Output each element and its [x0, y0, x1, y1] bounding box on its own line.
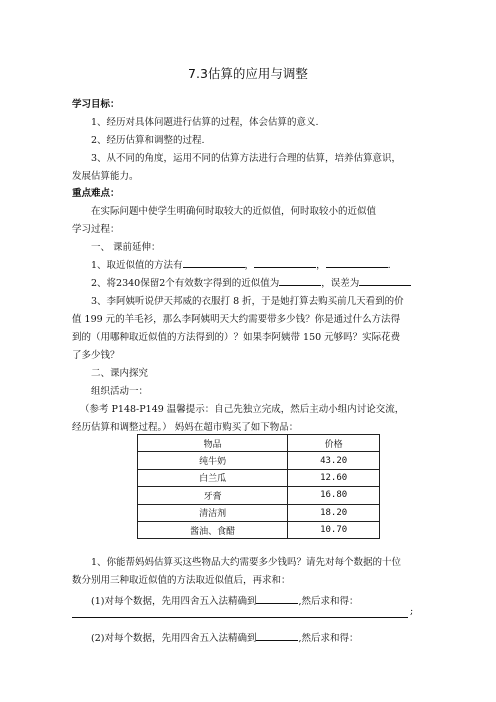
- process-heading: 学习过程：: [72, 224, 120, 235]
- hint-line: 经历估算和调整过程。） 妈妈在超市购买了如下物品：: [72, 422, 299, 433]
- table-row: [138, 487, 380, 504]
- estimate-question: 1、你能帮妈妈估算买这些物品大约需要多少钱吗？请先对每个数据的十位: [91, 557, 402, 568]
- objective-item: 3、从不同的角度，运用不同的估算方法进行合理的估算，培养估算意识，: [91, 153, 402, 164]
- question-2-text: 2、将2340保留2个有效数字得到的近似值为: [91, 278, 280, 289]
- section1-heading: 一、 课前延伸：: [91, 242, 161, 253]
- question-2: [91, 275, 411, 289]
- period: .: [387, 260, 391, 271]
- line-end-mark: ;: [410, 606, 414, 617]
- question-3-line: 值 199 元的羊毛衫，那么李阿姨明天大约需要带多少钱？你是通过什么方法得: [72, 314, 401, 325]
- objective-item: 1、经历对具体问题进行估算的过程，体会估算的意义.: [91, 117, 319, 128]
- question-1: [91, 257, 391, 271]
- table-row: [138, 504, 380, 521]
- item-cell: 牙膏: [138, 487, 288, 504]
- sub-question-1-text: (1)对每个数据，先用四舍五入法精确到: [91, 596, 257, 607]
- key-points-text: 在实际问题中使学生明确何时取较大的近似值，何时取较小的近似值: [91, 206, 377, 217]
- answer-line[interactable]: [72, 617, 408, 618]
- answer-blank[interactable]: [256, 593, 298, 604]
- question-3-line: 到的（用哪种取近似值的方法得到的）？如果李阿姨带 150 元够吗？实际花费: [72, 332, 401, 343]
- answer-blank[interactable]: [359, 275, 411, 286]
- price-cell: 16.80: [288, 487, 380, 504]
- answer-blank[interactable]: [279, 275, 321, 286]
- estimate-question: 数分别用三种取近似值的方法取近似值后，再求和：: [72, 575, 291, 586]
- sub-question-2: [91, 630, 359, 644]
- question-2-text-b: ，误差为: [321, 278, 360, 289]
- item-cell: 白兰瓜: [138, 469, 288, 486]
- key-points-heading: 重点难点：: [72, 188, 120, 199]
- question-1-text: 1、取近似值的方法有: [91, 260, 183, 271]
- item-cell: 清洁剂: [138, 504, 288, 521]
- item-cell: 纯牛奶: [138, 452, 288, 469]
- sub-question-1: [91, 593, 359, 607]
- answer-blank[interactable]: [326, 257, 388, 268]
- column-header-price: 价格: [288, 435, 380, 452]
- price-cell: 18.20: [288, 504, 380, 521]
- section2-heading: 二、课内探究: [91, 368, 149, 379]
- page-title: 7.3估算的应用与调整: [188, 66, 308, 81]
- objective-item: 2、经历估算和调整的过程.: [91, 135, 205, 146]
- sub-question-2-text: (2)对每个数据，先用四舍五入法精确到: [91, 633, 257, 644]
- objectives-heading: 学习目标：: [72, 99, 120, 110]
- activity-label: 组织活动一：: [91, 386, 149, 397]
- goods-table: [137, 434, 380, 539]
- table-row: [138, 521, 380, 538]
- sub-question-2-text-b: ,然后求和得：: [298, 633, 359, 644]
- question-3-line: 了多少钱？: [72, 350, 120, 361]
- answer-blank[interactable]: [254, 257, 316, 268]
- price-cell: 10.70: [288, 521, 380, 538]
- table-row: [138, 452, 380, 469]
- objective-item: 发展估算能力。: [72, 171, 139, 182]
- column-header-item: 物品: [138, 435, 288, 452]
- item-cell: 酱油、食醋: [138, 521, 288, 538]
- answer-blank[interactable]: [183, 257, 245, 268]
- hint-line: （参考 P148-P149 温馨提示：自己先独立完成，然后主动小组内讨论交流，: [80, 404, 405, 415]
- separator: ，: [244, 260, 255, 271]
- answer-blank[interactable]: [256, 630, 298, 641]
- price-cell: 12.60: [288, 469, 380, 486]
- sub-question-1-text-b: ,然后求和得：: [298, 596, 359, 607]
- price-cell: 43.20: [288, 452, 380, 469]
- table-header-row: [138, 435, 380, 452]
- question-3-line: 3、李阿姨听说伊天邦威的衣服打 8 折，于是她打算去购买前几天看到的价: [91, 296, 404, 307]
- separator: ，: [316, 260, 326, 271]
- table-row: [138, 469, 380, 486]
